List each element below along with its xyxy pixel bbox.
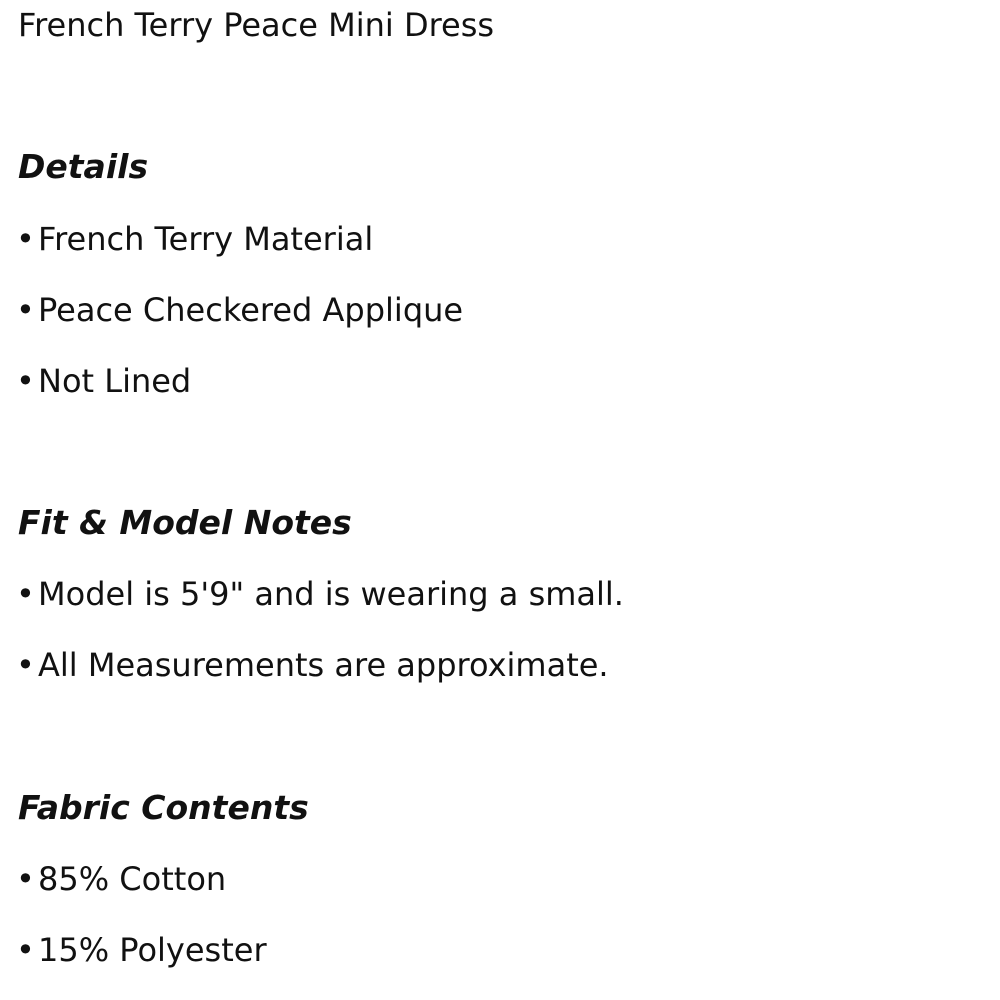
- list-item-text: French Terry Material: [38, 220, 374, 258]
- bullet: •: [16, 291, 35, 329]
- list-item-text: All Measurements are approximate.: [38, 646, 609, 684]
- bullet: •: [16, 220, 35, 258]
- details-heading: Details: [18, 147, 149, 186]
- bullet: •: [16, 860, 35, 898]
- list-item: [16, 360, 191, 402]
- list-item-text: Model is 5'9" and is wearing a small.: [38, 575, 624, 613]
- bullet: •: [16, 362, 35, 400]
- list-item: [16, 289, 463, 331]
- list-item: [16, 218, 373, 260]
- list-item-text: 85% Cotton: [38, 860, 227, 898]
- list-item-text: 15% Polyester: [38, 931, 267, 969]
- list-item: [16, 644, 609, 686]
- fabric-contents-heading: Fabric Contents: [18, 788, 309, 827]
- list-item-text: Not Lined: [38, 362, 192, 400]
- bullet: •: [16, 931, 35, 969]
- bullet: •: [16, 646, 35, 684]
- list-item: [16, 573, 624, 615]
- fit-model-notes-heading: Fit & Model Notes: [18, 503, 352, 542]
- list-item: [16, 929, 267, 971]
- list-item-text: Peace Checkered Applique: [38, 291, 464, 329]
- bullet: •: [16, 575, 35, 613]
- list-item: [16, 858, 226, 900]
- product-title: French Terry Peace Mini Dress: [18, 6, 495, 44]
